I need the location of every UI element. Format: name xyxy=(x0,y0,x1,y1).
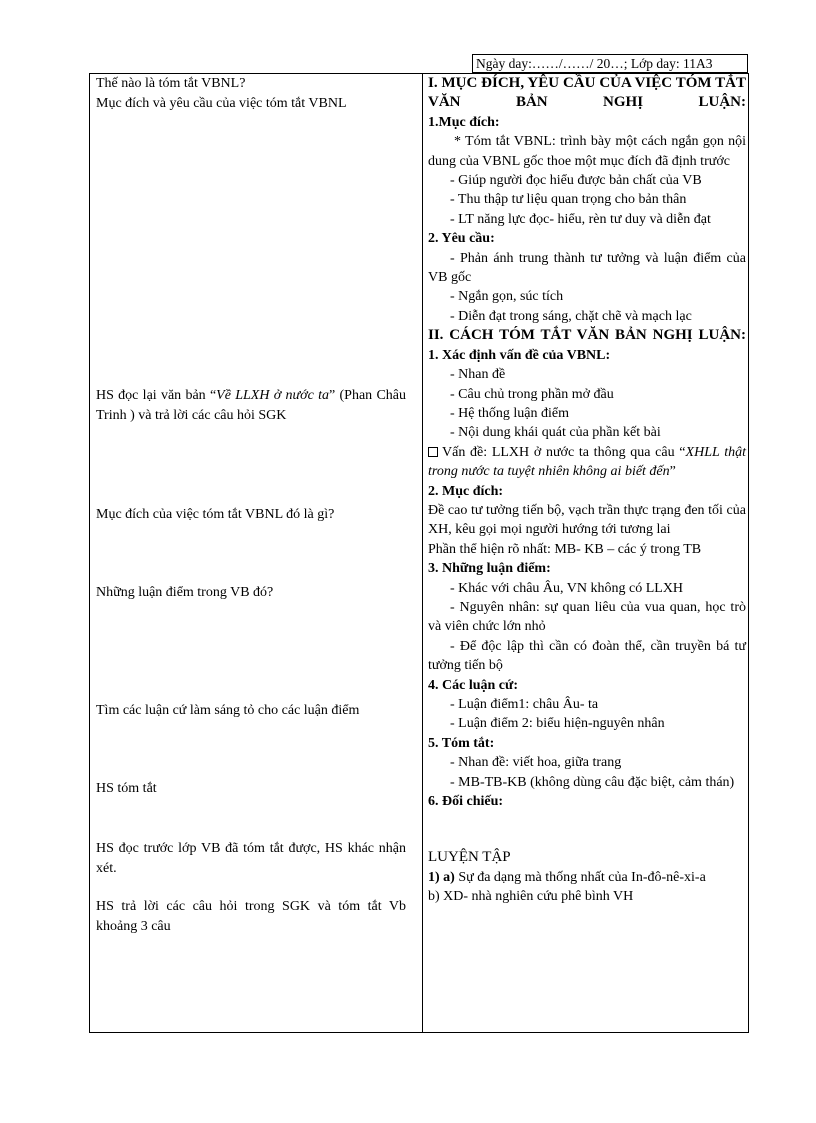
spacer xyxy=(428,811,746,848)
evidence-item: - Luận điểm1: châu Âu- ta xyxy=(450,697,599,712)
practice-item-1b: b) XD- nhà nghiên cứu phê bình VH xyxy=(428,889,634,905)
summary-definition: * Tóm tắt VBNL: trình bày một cách ngắn gọn nội dung của VBNL gốc thoe một mục đích đã định trước xyxy=(428,134,746,169)
subheading-purpose: 1.Mục đích: xyxy=(428,114,500,130)
question-6: Tìm các luận cứ làm sáng tỏ cho các luận điểm xyxy=(96,703,360,718)
argument-item: - Nguyên nhân: sự quan liêu của vua quan, học trò và viên chức lớn nhỏ xyxy=(428,599,746,635)
argument-item: - Khác với châu Âu, VN không có LLXH xyxy=(450,580,684,596)
teacher-activities-column xyxy=(96,74,418,1032)
question-8: HS đọc trước lớp VB đã tóm tắt được, HS khác nhận xét. xyxy=(96,841,406,876)
practice-item-1a: 1) a) Sự đa dạng mà thống nhất của In-đô-nê-xi-a xyxy=(428,869,706,885)
issue-item: - Nhan đề xyxy=(450,367,506,383)
issue-item: - Nội dung khái quát của phần kết bài xyxy=(450,425,661,441)
issue-item: - Hệ thống luận điểm xyxy=(450,405,569,421)
practice-title: LUYỆN TẬP xyxy=(428,849,511,866)
lesson-table xyxy=(89,73,749,1033)
subheading-requirements: 2. Yêu cầu: xyxy=(428,231,495,247)
column-divider xyxy=(422,74,423,1032)
subheading-purpose-2: 2. Mục đích: xyxy=(428,483,504,499)
requirement-item: - Phản ánh trung thành tư tưởng và luận điểm của VB gốc xyxy=(428,250,746,286)
question-2: Mục đích và yêu cầu của việc tóm tắt VBNL xyxy=(96,96,347,111)
evidence-item: - Luận điểm 2: biểu hiện-nguyên nhân xyxy=(450,716,665,732)
requirement-item: - Ngắn gọn, súc tích xyxy=(450,289,564,305)
date-class-box xyxy=(472,54,748,73)
question-5: Những luận điểm trong VB đó? xyxy=(96,585,274,600)
subheading-compare: 6. Đối chiếu: xyxy=(428,794,504,810)
requirement-item: - Diễn đạt trong sáng, chặt chẽ và mạch lạc xyxy=(450,308,692,324)
purpose-item: - Giúp người đọc hiểu được bản chất của VB xyxy=(450,173,702,189)
question-1: Thế nào là tóm tắt VBNL? xyxy=(96,76,246,91)
checkbox-square-icon xyxy=(428,447,438,457)
section-1-title: I. MỤC ĐÍCH, YÊU CẦU CỦA VIỆC TÓM TẮT VĂN BẢN NGHỊ LUẬN: xyxy=(428,75,746,111)
summarize-item: - MB-TB-KB (không dùng câu đặc biệt, cảm thán) xyxy=(450,774,735,790)
purpose-text: Đề cao tư tưởng tiến bộ, vạch trần thực trạng đen tối của XH, kêu gọi mọi người hướng tới tương lai xyxy=(428,502,746,538)
content-column xyxy=(428,74,746,907)
summarize-item: - Nhan đề: viết hoa, giữa trang xyxy=(450,755,622,771)
argument-item: - Để độc lập thì cần có đoàn thể, cần truyền bá tư tưởng tiến bộ xyxy=(428,638,746,674)
question-9: HS trả lời các câu hỏi trong SGK và tóm tắt Vb khoảng 3 câu xyxy=(96,899,406,934)
section-2-title: II. CÁCH TÓM TẮT VĂN BẢN NGHỊ LUẬN: xyxy=(428,327,746,344)
issue-item: - Câu chủ trong phần mở đầu xyxy=(450,386,614,402)
purpose-parts-text: Phần thể hiện rõ nhất: MB- KB – các ý trong TB xyxy=(428,541,702,557)
subheading-identify-issue: 1. Xác định vấn đề của VBNL: xyxy=(428,347,611,363)
date-class-text: Ngày day:……/……/ 20…; Lớp day: 11A3 xyxy=(476,56,713,71)
subheading-summarize: 5. Tóm tắt: xyxy=(428,735,495,751)
purpose-item: - LT năng lực đọc- hiểu, rèn tư duy và diễn đạt xyxy=(450,211,711,227)
issue-statement: Vấn đề: LLXH ở nước ta thông qua câu “XHLL thật trong nước ta tuyệt nhiên không ai biết đến” xyxy=(428,444,746,480)
question-7: HS tóm tắt xyxy=(96,781,157,796)
subheading-arguments: 3. Những luận điểm: xyxy=(428,561,551,577)
question-4: Mục đích của việc tóm tắt VBNL đó là gì? xyxy=(96,507,335,522)
purpose-item: - Thu thập tư liệu quan trọng cho bản thân xyxy=(450,192,687,208)
question-3: HS đọc lại văn bản “Về LLXH ở nước ta” (Phan Châu Trinh ) và trả lời các câu hỏi SGK xyxy=(96,388,406,423)
subheading-evidence: 4. Các luận cứ: xyxy=(428,677,519,693)
